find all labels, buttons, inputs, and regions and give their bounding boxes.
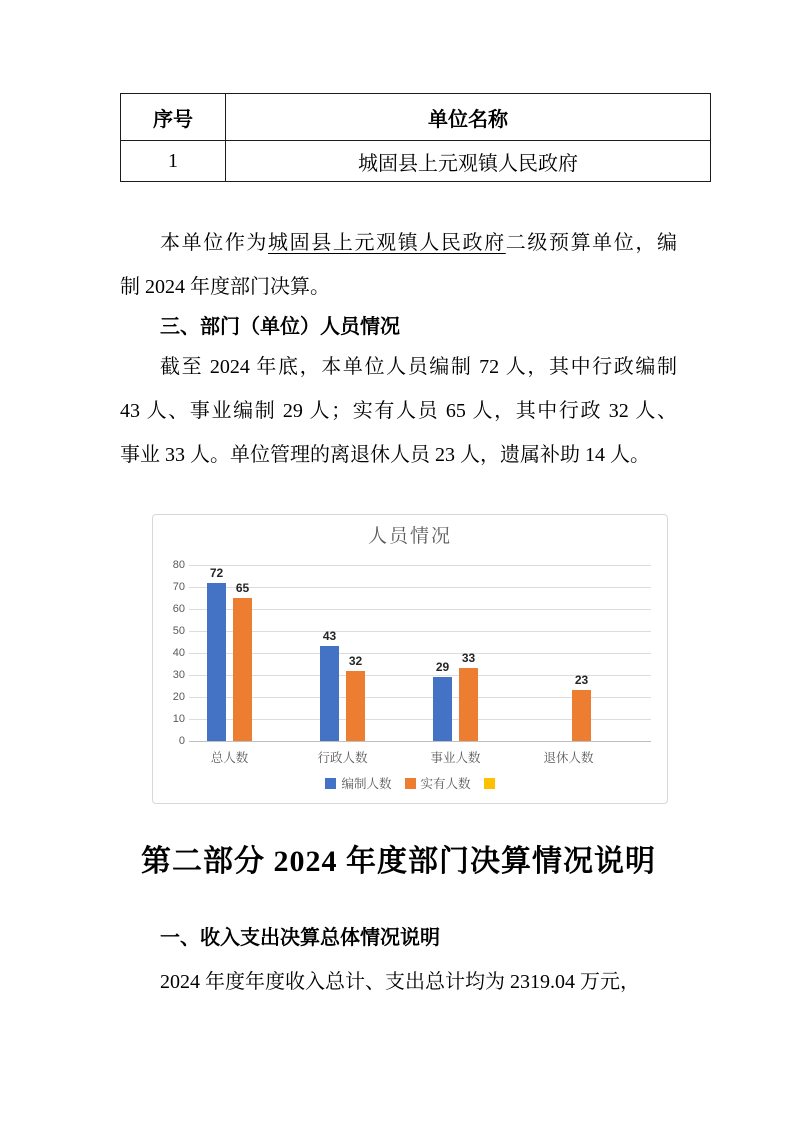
y-axis-tick-70: 70 <box>172 581 185 593</box>
units-table-header-index: 序号 <box>121 94 226 141</box>
page-content <box>120 93 710 1004</box>
units-table-header-name: 单位名称 <box>226 94 711 141</box>
bar-group-事业人数 <box>399 565 512 741</box>
legend-label: 编制人数 <box>341 777 392 791</box>
y-axis-tick-60: 60 <box>172 603 185 615</box>
bar-实有人数-行政人数 <box>346 653 365 741</box>
personnel-line-3: 事业 33 人。单位管理的离退休人员 23 人，遗属补助 14 人。 <box>120 444 650 466</box>
table-row <box>121 141 711 182</box>
bar-group-行政人数 <box>286 565 399 741</box>
bar-value-label: 33 <box>461 651 476 666</box>
y-axis-tick-30: 30 <box>172 669 185 681</box>
x-axis-label-事业人数: 事业人数 <box>430 751 481 765</box>
bar-编制人数-事业人数 <box>433 660 452 741</box>
bar-实有人数-退休人数 <box>572 673 591 741</box>
bar-value-label: 72 <box>209 565 224 580</box>
bar-编制人数-行政人数 <box>320 629 339 741</box>
x-axis-label-总人数: 总人数 <box>210 751 249 765</box>
personnel-line-1: 截至 2024 年底，本单位人员编制 72 人，其中行政编制 <box>160 356 677 378</box>
legend-swatch-icon <box>405 778 416 789</box>
y-axis-tick-20: 20 <box>172 691 185 703</box>
y-axis-tick-40: 40 <box>172 647 185 659</box>
intro-text-post: 二级预算单位，编 <box>505 232 678 254</box>
personnel-bar-chart <box>152 514 668 804</box>
bar-value-label: 29 <box>435 660 450 675</box>
legend-item-编制人数 <box>325 774 391 792</box>
y-axis-tick-80: 80 <box>172 559 185 571</box>
chart-title: 人员情况 <box>367 526 452 547</box>
bar-group-退休人数 <box>512 565 625 741</box>
x-axis-labels <box>173 748 625 766</box>
unit-name-cell: 城固县上元观镇人民政府 <box>226 141 711 182</box>
unit-index-cell: 1 <box>121 141 226 182</box>
heading-income-expense: 一、收入支出决算总体情况说明 <box>160 927 440 949</box>
income-line-1: 2024 年度年度收入总计、支出总计均为 2319.04 万元， <box>160 971 640 993</box>
chart-legend <box>153 774 667 792</box>
legend-label: 实有人数 <box>420 777 471 791</box>
units-table-header-row <box>121 94 711 141</box>
paragraph-unit-intro <box>120 221 677 309</box>
intro-line-2: 制 2024 年度部门决算。 <box>120 276 330 298</box>
bar-实有人数-总人数 <box>233 581 252 741</box>
bar-value-label: 23 <box>574 673 589 688</box>
bar-编制人数-总人数 <box>207 565 226 741</box>
bar-group-总人数 <box>173 565 286 741</box>
legend-swatch-icon <box>325 778 336 789</box>
y-axis-tick-50: 50 <box>172 625 185 637</box>
gridline-0 <box>189 741 651 742</box>
paragraph-personnel-stats <box>120 345 677 477</box>
legend-item-unnamed <box>484 778 495 789</box>
units-table <box>120 93 711 182</box>
intro-text-pre: 本单位作为 <box>160 232 269 254</box>
personnel-line-2: 43 人、事业编制 29 人；实有人员 65 人，其中行政 32 人、 <box>120 400 677 422</box>
x-axis-label-行政人数: 行政人数 <box>317 751 368 765</box>
heading-part2: 第二部分 2024 年度部门决算情况说明 <box>141 845 656 878</box>
x-axis-label-退休人数: 退休人数 <box>543 751 594 765</box>
y-axis-tick-10: 10 <box>172 713 185 725</box>
legend-item-实有人数 <box>405 774 471 792</box>
intro-line-1 <box>120 221 677 265</box>
intro-unit-name-underlined: 城固县上元观镇人民政府 <box>268 232 506 254</box>
bar-value-label: 32 <box>348 653 363 668</box>
paragraph-income-total <box>120 960 677 1004</box>
heading-personnel-section: 三、部门（单位）人员情况 <box>160 316 400 338</box>
bar-实有人数-事业人数 <box>459 651 478 741</box>
chart-plot-area <box>173 565 625 741</box>
bar-value-label: 43 <box>322 629 337 644</box>
bar-value-label: 65 <box>235 581 250 595</box>
y-axis-tick-0: 0 <box>178 735 185 747</box>
legend-swatch-icon <box>484 778 495 789</box>
